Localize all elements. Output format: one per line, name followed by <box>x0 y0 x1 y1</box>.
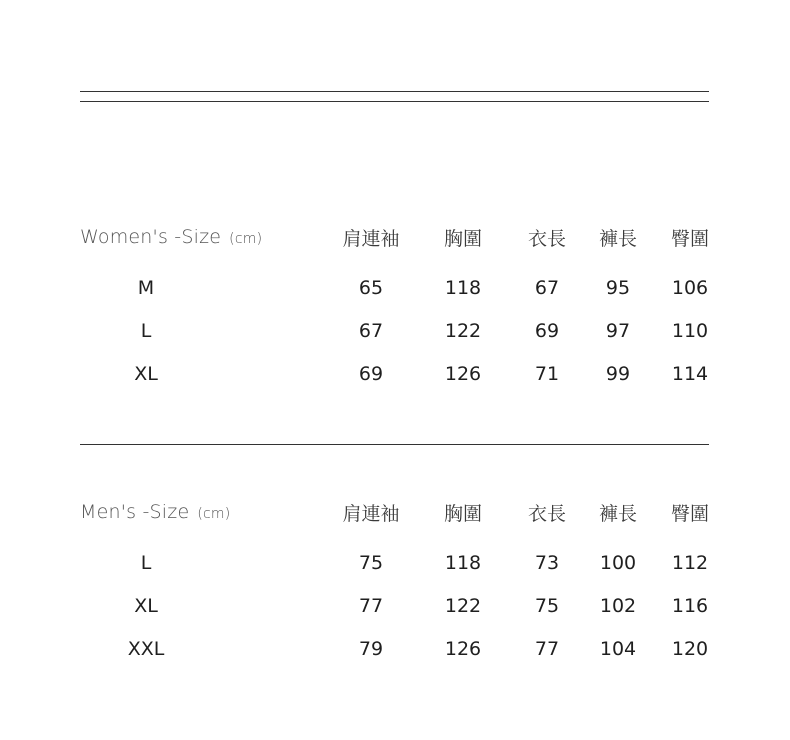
table-cell: 69 <box>358 363 384 385</box>
table-cell: 97 <box>605 320 631 342</box>
table-row <box>0 277 790 320</box>
size-label: XL <box>134 595 158 617</box>
table-cell: 120 <box>671 638 709 660</box>
mens-col-pant-length: 褲長 <box>598 503 637 525</box>
table-cell: 126 <box>444 638 482 660</box>
table-cell: 79 <box>358 638 384 660</box>
table-cell: 126 <box>444 363 482 385</box>
mens-size-title <box>80 501 230 523</box>
mens-col-shoulder-sleeve: 肩連袖 <box>342 503 400 525</box>
table-cell: 95 <box>605 277 631 299</box>
table-cell: 73 <box>534 552 560 574</box>
table-cell: 122 <box>444 320 482 342</box>
womens-col-chest: 胸圍 <box>443 228 482 250</box>
table-cell: 67 <box>358 320 384 342</box>
table-row <box>0 552 790 595</box>
size-label: L <box>140 320 152 342</box>
table-cell: 65 <box>358 277 384 299</box>
mens-unit-label: (cm) <box>197 506 231 522</box>
table-row <box>0 363 790 406</box>
womens-header-row <box>0 222 790 254</box>
table-row <box>0 638 790 681</box>
size-label: M <box>137 277 155 299</box>
mens-col-length: 衣長 <box>527 503 566 525</box>
table-cell: 75 <box>358 552 384 574</box>
mens-col-chest: 胸圍 <box>443 503 482 525</box>
table-cell: 99 <box>605 363 631 385</box>
table-cell: 102 <box>599 595 637 617</box>
table-cell: 118 <box>444 552 482 574</box>
womens-title-text: Women's -Size <box>80 226 222 248</box>
size-label: XXL <box>127 638 165 660</box>
table-row <box>0 595 790 638</box>
table-row <box>0 320 790 363</box>
top-divider-line <box>80 91 709 92</box>
table-cell: 100 <box>599 552 637 574</box>
section-divider-line <box>80 444 709 445</box>
size-label: L <box>140 552 152 574</box>
mens-header-row <box>0 497 790 529</box>
table-cell: 110 <box>671 320 709 342</box>
table-cell: 112 <box>671 552 709 574</box>
womens-unit-label: (cm) <box>229 231 263 247</box>
top-divider-line-second <box>80 101 709 102</box>
table-cell: 69 <box>534 320 560 342</box>
table-cell: 122 <box>444 595 482 617</box>
womens-size-title <box>80 226 262 248</box>
womens-col-length: 衣長 <box>527 228 566 250</box>
size-label: XL <box>134 363 158 385</box>
table-cell: 77 <box>358 595 384 617</box>
mens-rows <box>0 552 790 681</box>
table-cell: 104 <box>599 638 637 660</box>
table-cell: 114 <box>671 363 709 385</box>
womens-col-hip: 臀圍 <box>670 228 709 250</box>
womens-col-shoulder-sleeve: 肩連袖 <box>342 228 400 250</box>
table-cell: 118 <box>444 277 482 299</box>
mens-col-hip: 臀圍 <box>670 503 709 525</box>
table-cell: 116 <box>671 595 709 617</box>
womens-rows <box>0 277 790 406</box>
table-cell: 106 <box>671 277 709 299</box>
womens-size-table <box>0 222 790 406</box>
womens-col-pant-length: 褲長 <box>598 228 637 250</box>
table-cell: 71 <box>534 363 560 385</box>
table-cell: 75 <box>534 595 560 617</box>
mens-title-text: Men's -Size <box>80 501 190 523</box>
mens-size-table <box>0 497 790 681</box>
table-cell: 67 <box>534 277 560 299</box>
table-cell: 77 <box>534 638 560 660</box>
